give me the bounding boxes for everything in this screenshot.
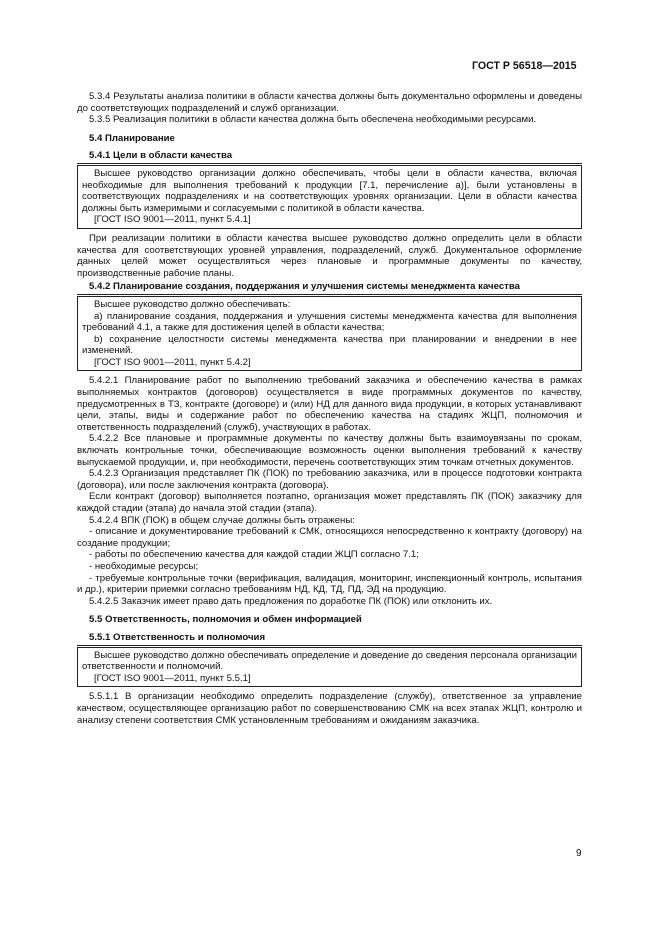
- paragraph-5-4-1-body: При реализации политики в области качества высшее руководство должно определить цели в области качества для соответствующих уровней управления, подразделений, служб. Документальное оформление данных целей может осуществляться через плановые и программные документы по качеству, производственные рабочие планы.: [77, 232, 582, 279]
- quote-reference: [ГОСТ ISO 9001—2011, пункт 5.5.1]: [94, 672, 251, 684]
- heading-5-4: 5.4 Планирование: [89, 132, 175, 144]
- page-number: 9: [576, 848, 582, 859]
- list-item: - работы по обеспечению качества для каждой стадии ЖЦП согласно 7.1;: [89, 549, 419, 561]
- quote-text: Высшее руководство должно обеспечивать определение и доведение до сведения персонала организации ответственности и полномочий.: [82, 649, 577, 673]
- list-item: - требуемые контрольные точки (верификация, валидация, мониторинг, инспекционный контроль, испытания и др.), критерии приемки согласно требованиям НД, КД, ТД, ПД, ЭД на продукцию.: [77, 572, 582, 596]
- paragraph-5-5-1-1: 5.5.1.1 В организации необходимо определить подразделение (службу), ответственное за управление качеством, осуществляющее организацию работ по совершенствованию СМК на всех этапах ЖЦП, контролю и анализу степени соответствия СМК установленным требованиям и ожиданиям заказчика.: [77, 691, 582, 726]
- paragraph-5-4-2-3-continued: Если контракт (договор) выполняется поэтапно, организация может представлять ПК (ПОК) заказчику для каждой стадии (этапа) до начала этой стадии (этапа).: [77, 491, 582, 514]
- quote-item-a: а) планирование создания, поддержания и улучшения системы менеджмента качества для выполнения требований 4.1, а также для достижения целей в области качества;: [82, 310, 577, 334]
- quote-item-b: b) сохранение целостности системы менеджмента качества при планировании и внедрении в нее изменений.: [82, 333, 577, 357]
- heading-5-4-2: 5.4.2 Планирование создания, поддержания и улучшения системы менеджмента качества: [77, 281, 582, 295]
- list-item: - необходимые ресурсы;: [89, 560, 199, 572]
- paragraph-5-3-5: 5.3.5 Реализация политики в области качества должна быть обеспечена необходимыми ресурсами.: [89, 114, 537, 126]
- list-item: - описание и документирование требований к СМК, относящихся непосредственно к контракту (договору) на создание продукции;: [77, 526, 582, 549]
- paragraph-5-4-2-3: 5.4.2.3 Организация представляет ПК (ПОК) по требованию заказчика, или в процессе подготовки контракта (договора), или после заключения контракта (договора).: [77, 468, 582, 491]
- paragraph-5-3-4: 5.3.4 Результаты анализа политики в области качества должны быть документально оформлены и доведены до соответствующих подразделений и служб организации.: [77, 91, 582, 114]
- heading-5-5-1: 5.5.1 Ответственность и полномочия: [77, 632, 582, 646]
- heading-5-4-1: 5.4.1 Цели в области качества: [77, 150, 582, 164]
- quote-box-5-5-1: [77, 647, 582, 688]
- quote-reference: [ГОСТ ISO 9001—2011, пункт 5.4.1]: [94, 214, 251, 226]
- quote-intro: Высшее руководство должно обеспечивать:: [94, 298, 291, 310]
- quote-text: Высшее руководство организации должно обеспечивать, чтобы цели в области качества, включая необходимые для выполнения требований к продукции [7.1, перечисление а)], были установлены в соответствующих подразделениях и на соответствующих уровнях организации. Цели в области качества должны быть измеримыми и согласуемыми с политикой в области качества.: [82, 167, 577, 214]
- standard-header: ГОСТ Р 56518—2015: [472, 60, 577, 72]
- paragraph-5-4-2-1: 5.4.2.1 Планирование работ по выполнению требований заказчика и обеспечению качества в рамках выполняемых контрактов (договоров) осуществляется в виде программных документов по качеству, предусмотренных в ТЗ, контракте (договоре) и (или) НД для данного вида продукции, в которых устанавливают цели, этапы, виды и содержание работ по обеспечению качества на стадиях ЖЦП, полномочия и ответственность подразделений (служб), участвующих в работах.: [77, 375, 582, 433]
- heading-5-5: 5.5 Ответственность, полномочия и обмен информацией: [89, 614, 362, 626]
- quote-box-5-4-1: [77, 165, 582, 229]
- paragraph-5-4-2-4: 5.4.2.4 ВПК (ПОК) в общем случае должны быть отражены:: [89, 514, 355, 526]
- quote-reference: [ГОСТ ISO 9001—2011, пункт 5.4.2]: [94, 356, 251, 368]
- page-content: [77, 91, 582, 726]
- paragraph-5-4-2-5: 5.4.2.5 Заказчик имеет право дать предложения по доработке ПК (ПОК) или отклонить их.: [89, 595, 493, 607]
- paragraph-5-4-2-2: 5.4.2.2 Все плановые и программные документы по качеству должны быть взаимоувязаны по срокам, включать контрольные точки, обеспечивающие возможность оценки выполнения требований к качеству выпускаемой продукции, и, при необходимости, перечень соответствующих этим точкам отчетных документов.: [77, 433, 582, 468]
- quote-box-5-4-2: [77, 296, 582, 372]
